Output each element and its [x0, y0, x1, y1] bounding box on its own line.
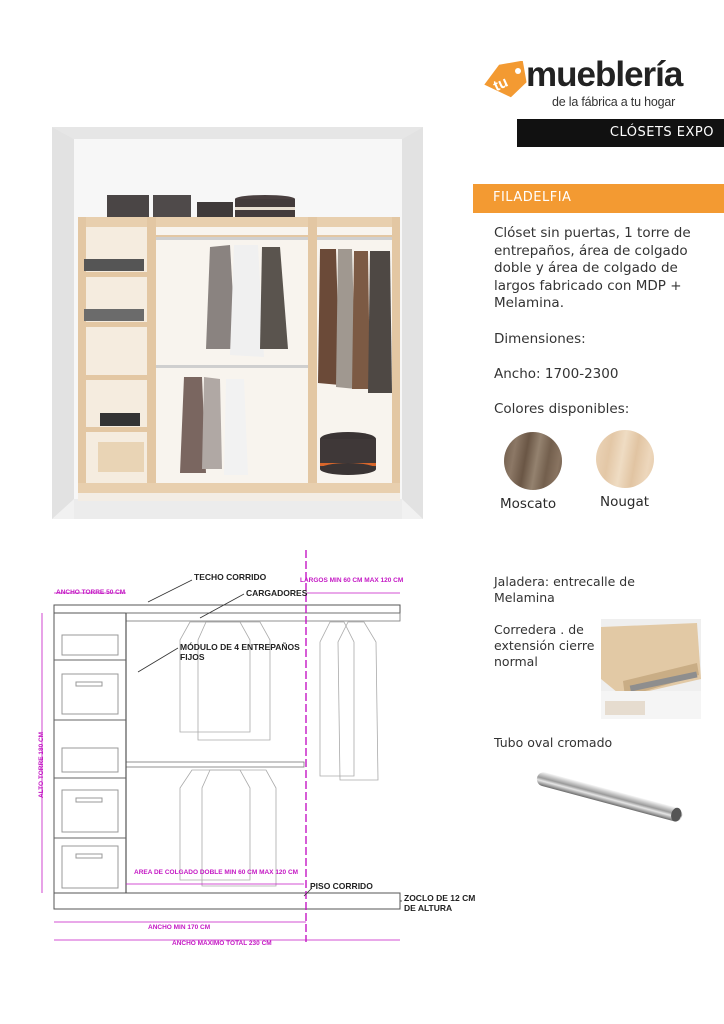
dim-alto-torre: ALTO TORRE 180 CM [38, 731, 45, 798]
dim-area-colgado: AREA DE COLGADO DOBLE MIN 60 CM MAX 120 CM [134, 869, 299, 876]
color-name-nougat: Nougat [600, 494, 650, 510]
section-label: CLÓSETS EXPO [609, 125, 714, 140]
feature-tubo: Tubo oval cromado [494, 735, 613, 750]
label-zoclo-2: DE ALTURA [404, 903, 453, 913]
closet-photo [52, 127, 423, 519]
color-name-moscato: Moscato [500, 496, 557, 512]
logo-tag-text: tu [490, 73, 511, 96]
label-piso: PISO CORRIDO [310, 881, 373, 891]
colors-label: Colores disponibles: [494, 401, 630, 417]
label-modulo-1: MÓDULO DE 4 ENTREPAÑOS [180, 642, 300, 652]
label-cargadores: CARGADORES [246, 588, 308, 598]
drawer-slide-image [601, 619, 701, 719]
color-swatch-moscato [504, 432, 562, 490]
feature-jaladera: Jaladera: entrecalle de Melamina [494, 574, 635, 605]
label-zoclo-1: ZOCLO DE 12 CM [404, 893, 476, 903]
brand-logo [480, 55, 710, 115]
logo-tagline: de la fábrica a tu hogar [552, 95, 676, 109]
dim-ancho-max: ANCHO MAXIMO TOTAL 230 CM [172, 940, 272, 947]
model-banner [473, 184, 724, 213]
label-modulo-2: FIJOS [180, 652, 205, 662]
logo-wordmark: mueblería [526, 55, 683, 94]
width-text: Ancho: 1700-2300 [494, 366, 619, 382]
oval-tube-image [528, 770, 692, 828]
technical-drawing [30, 550, 480, 950]
product-description: Clóset sin puertas, 1 torre de entrepaños, área de colgado doble y área de colgado de largos fabricado con MDP + Melamina. [494, 225, 691, 311]
dim-ancho-min: ANCHO MIN 170 CM [148, 924, 211, 931]
feature-corredera: Corredera . de extensión cierre normal [494, 622, 595, 669]
color-swatch-nougat [596, 430, 654, 488]
dimensions-label: Dimensiones: [494, 331, 586, 347]
dim-largos: LARGOS MIN 60 CM MAX 120 CM [300, 577, 404, 584]
model-name: FILADELFIA [493, 190, 572, 205]
price-tag-icon [480, 61, 530, 99]
section-banner [517, 119, 724, 147]
label-techo: TECHO CORRIDO [194, 572, 267, 582]
dim-ancho-torre: ANCHO TORRE 50 CM [56, 589, 126, 596]
